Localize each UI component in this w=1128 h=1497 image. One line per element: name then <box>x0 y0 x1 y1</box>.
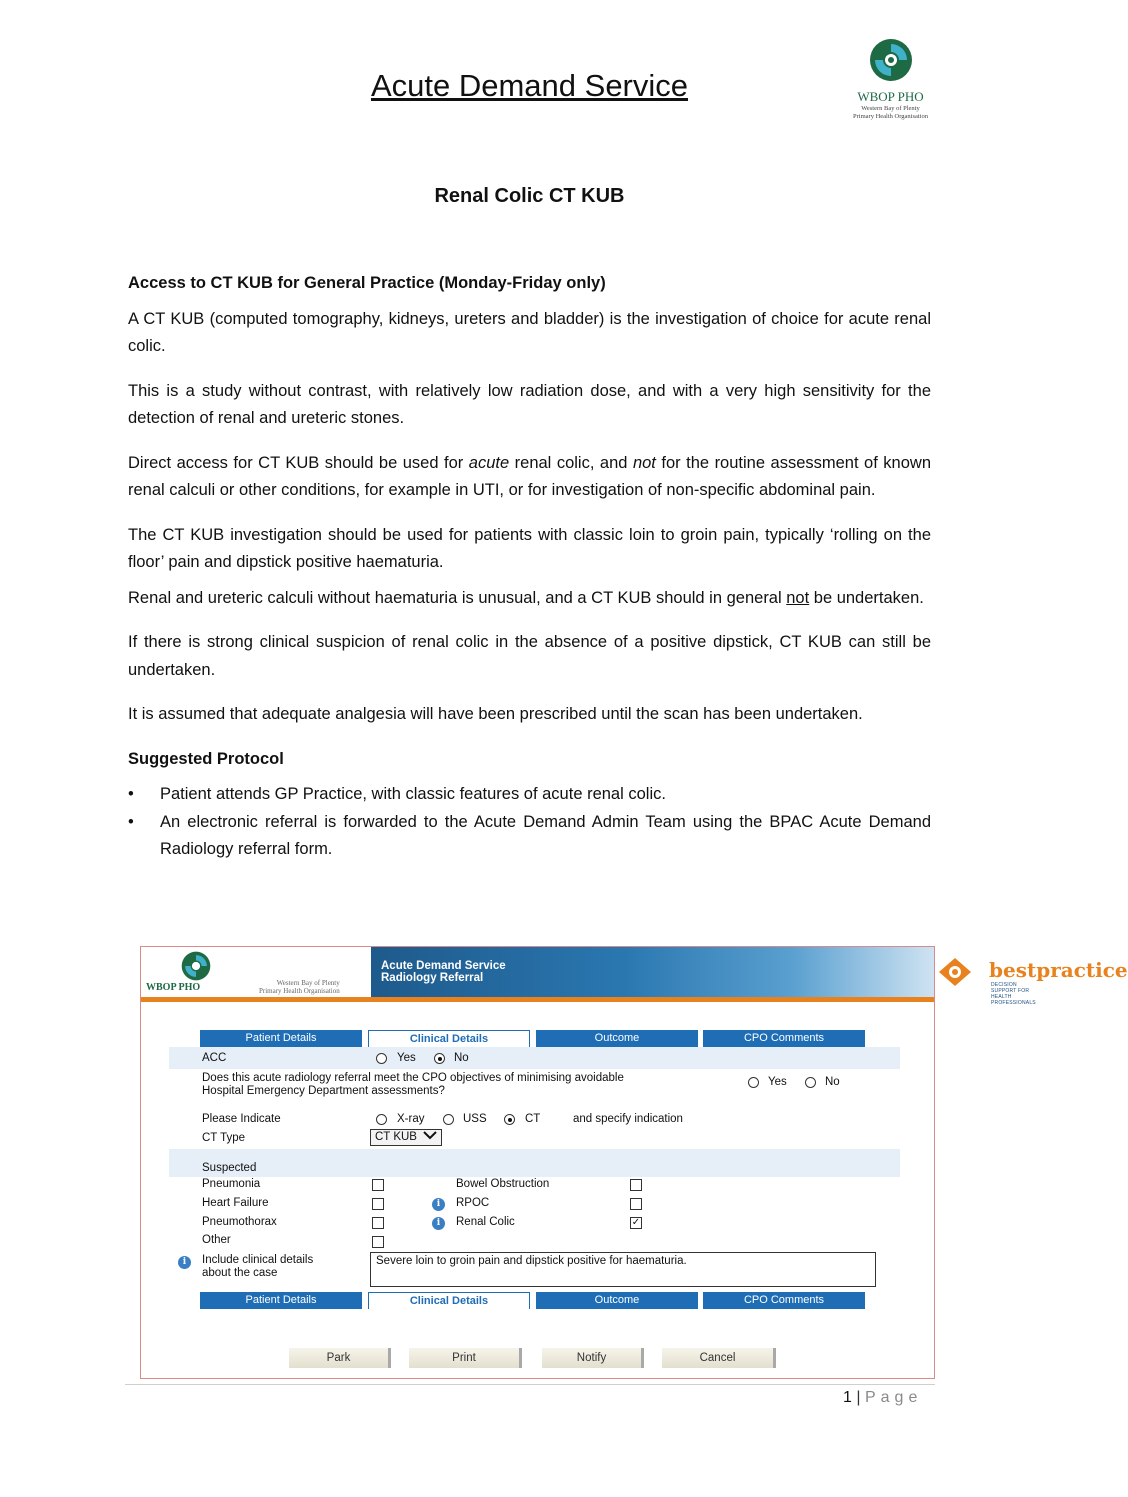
form-header <box>141 947 1128 1006</box>
suspected-band <box>169 1149 900 1177</box>
renal-colic-info-icon[interactable]: i <box>432 1217 445 1230</box>
acc-no-radio[interactable] <box>434 1053 445 1064</box>
cpo-no-label: No <box>825 1076 840 1088</box>
uss-label: USS <box>463 1113 487 1125</box>
protocol-list <box>128 781 931 864</box>
paragraph-1: A CT KUB (computed tomography, kidneys, ureters and bladder) is the investigation of choice for acute renal colic. <box>128 309 931 355</box>
condition-pneumothorax: Pneumothorax <box>202 1216 277 1228</box>
wbop-logo-icon <box>179 951 213 981</box>
paragraph-6: If there is strong clinical suspicion of renal colic in the absence of a positive dipstick, CT KUB can still be undertaken. <box>128 633 931 679</box>
other-checkbox[interactable] <box>372 1236 384 1248</box>
form-title: Acute Demand Service Radiology Referral <box>381 960 506 984</box>
cpo-no-radio[interactable] <box>805 1077 816 1088</box>
acc-yes-radio[interactable] <box>376 1053 387 1064</box>
condition-other: Other <box>202 1234 231 1246</box>
tab-outcome[interactable]: Outcome <box>536 1030 698 1047</box>
document-subtitle: Renal Colic CT KUB <box>434 185 625 207</box>
pneumonia-checkbox[interactable] <box>372 1179 384 1191</box>
cpo-yes-label: Yes <box>768 1076 787 1088</box>
list-item: • Patient attends GP Practice, with classic features of acute renal colic. <box>128 785 666 803</box>
referral-form-screenshot <box>140 946 1128 1379</box>
acc-label: ACC <box>202 1052 227 1064</box>
chevron-down-icon <box>423 1131 437 1140</box>
wbop-pho-logo-icon <box>869 38 913 82</box>
ct-type-select[interactable]: CT KUB <box>370 1129 442 1146</box>
paragraph-5: Renal and ureteric calculi without haematuria is unusual, and a CT KUB should in general not be undertaken. <box>128 588 924 607</box>
logo-sub-1: Western Bay of Plenty <box>861 105 920 112</box>
logo-sub-2: Primary Health Organisation <box>853 113 928 120</box>
access-heading: Access to CT KUB for General Practice (Monday-Friday only) <box>128 274 606 292</box>
form-logo-name: WBOP PHO <box>146 982 201 993</box>
condition-rpoc: RPOC <box>456 1197 490 1209</box>
wbop-pho-logo <box>843 38 938 121</box>
paragraph-2: This is a study without contrast, with relatively low radiation dose, and with a very high sensitivity for the detection of renal and ureteric stones. <box>128 381 931 427</box>
condition-heart-failure: Heart Failure <box>202 1197 269 1209</box>
ct-type-label: CT Type <box>202 1132 246 1144</box>
protocol-heading: Suggested Protocol <box>128 749 284 768</box>
acc-no-label: No <box>454 1052 469 1064</box>
tab-cpo-comments-bottom[interactable]: CPO Comments <box>703 1292 865 1309</box>
logo-name: WBOP PHO <box>857 89 924 104</box>
tab-outcome-bottom[interactable]: Outcome <box>536 1292 698 1309</box>
xray-radio[interactable] <box>376 1114 387 1125</box>
ct-radio[interactable] <box>504 1114 515 1125</box>
cpo-yes-radio[interactable] <box>748 1077 759 1088</box>
clinical-details-info-icon[interactable]: i <box>178 1256 191 1269</box>
form-title-band <box>371 947 1128 1006</box>
header-rule <box>141 997 934 1002</box>
heart-failure-checkbox[interactable] <box>372 1198 384 1210</box>
tab-patient-details[interactable]: Patient Details <box>200 1030 362 1047</box>
acc-yes-label: Yes <box>397 1052 416 1064</box>
paragraph-7: It is assumed that adequate analgesia will have been prescribed until the scan has been undertaken. <box>128 705 863 723</box>
footer-rule <box>125 1384 935 1385</box>
bowel-obstruction-checkbox[interactable] <box>630 1179 642 1191</box>
uss-radio[interactable] <box>443 1114 454 1125</box>
clinical-details-label: Include clinical details about the case <box>202 1254 314 1279</box>
tab-clinical-details-bottom[interactable]: Clinical Details <box>368 1292 530 1309</box>
notify-button[interactable]: Notify <box>542 1348 644 1368</box>
tab-patient-details-bottom[interactable]: Patient Details <box>200 1292 362 1309</box>
rpoc-checkbox[interactable] <box>630 1198 642 1210</box>
bestpractice-tagline: DECISION SUPPORT FOR HEALTH PROFESSIONALS <box>991 982 1036 1006</box>
suspected-label: Suspected <box>202 1162 257 1174</box>
page-number: 1 | Page <box>843 1389 923 1406</box>
condition-bowel-obstruction: Bowel Obstruction <box>456 1178 550 1190</box>
pneumothorax-checkbox[interactable] <box>372 1217 384 1229</box>
cpo-question: Does this acute radiology referral meet the CPO objectives of minimising avoidable Hospital Emergency Department assessments? <box>202 1072 624 1097</box>
paragraph-3: Direct access for CT KUB should be used for acute renal colic, and not for the routine assessment of known renal calculi or other conditions, for example in UTI, or for investigation of non-specific abdominal pain. <box>128 453 931 499</box>
form-logo <box>171 951 221 986</box>
condition-pneumonia: Pneumonia <box>202 1178 261 1190</box>
paragraph-4: The CT KUB investigation should be used for patients with classic loin to groin pain, typically ‘rolling on the floor’ pain and dipstick positive haematuria. <box>128 525 931 571</box>
tab-clinical-details[interactable]: Clinical Details <box>368 1030 530 1047</box>
cancel-button[interactable]: Cancel <box>662 1348 776 1368</box>
acc-row <box>169 1047 900 1069</box>
specify-indication-label: and specify indication <box>573 1113 683 1125</box>
clinical-details-textarea[interactable]: Severe loin to groin pain and dipstick positive for haematuria. <box>370 1252 876 1287</box>
condition-renal-colic: Renal Colic <box>456 1216 515 1228</box>
page-title: Acute Demand Service <box>370 68 689 103</box>
renal-colic-checkbox[interactable]: ✓ <box>631 1217 641 1228</box>
tab-cpo-comments[interactable]: CPO Comments <box>703 1030 865 1047</box>
bestpractice-logo-icon <box>938 957 972 987</box>
document-body <box>128 270 931 864</box>
park-button[interactable]: Park <box>289 1348 391 1368</box>
print-button[interactable]: Print <box>409 1348 522 1368</box>
please-indicate-label: Please Indicate <box>202 1113 281 1125</box>
list-item: • An electronic referral is forwarded to the Acute Demand Admin Team using the BPAC Acute Demand Radiology referral form. <box>128 812 931 858</box>
xray-label: X-ray <box>397 1113 425 1125</box>
bestpractice-brand: bestpractice <box>989 958 1128 982</box>
form-logo-sub: Western Bay of Plenty Primary Health Organisation <box>259 979 340 995</box>
ct-label: CT <box>525 1113 541 1125</box>
rpoc-info-icon[interactable]: i <box>432 1198 445 1211</box>
